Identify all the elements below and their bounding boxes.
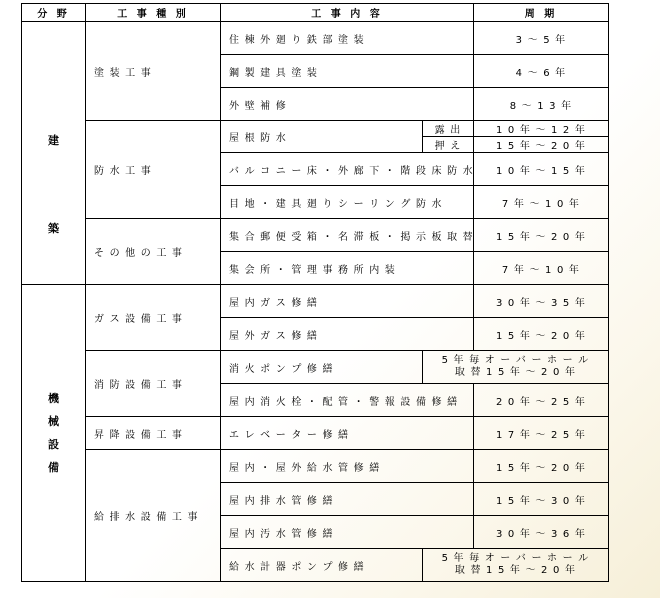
- work-type-plumbing: 給 排 水 設 備 工 事: [86, 450, 221, 582]
- work-content: 屋 内 排 水 管 修 繕: [221, 483, 474, 516]
- work-content: 屋 内 ガ ス 修 繕: [221, 285, 474, 318]
- period: 1 0 年 ～ 1 2 年: [474, 121, 609, 137]
- work-content: エ レ ベ ー タ ー 修 繕: [221, 417, 474, 450]
- work-content: 集 合 郵 便 受 箱 ・ 名 滞 板 ・ 掲 示 板 取 替: [221, 219, 474, 252]
- work-content: 屋 内 汚 水 管 修 繕: [221, 516, 474, 549]
- period: 3 0 年 ～ 3 6 年: [474, 516, 609, 549]
- period: 3 ～ 5 年: [474, 22, 609, 55]
- category-building-char: 建: [48, 134, 59, 147]
- table-row: [22, 121, 609, 137]
- category-building: [22, 22, 86, 285]
- work-type-painting: 塗 装 工 事: [86, 22, 221, 121]
- category-mechanical-char: 械: [48, 414, 59, 428]
- work-content: 目 地 ・ 建 具 廻 り シ ー リ ン グ 防 水: [221, 186, 474, 219]
- table-row: [22, 22, 609, 55]
- header-period: 周 期: [474, 4, 609, 22]
- period: 1 5 年 ～ 2 0 年: [474, 219, 609, 252]
- period: 1 0 年 ～ 1 5 年: [474, 153, 609, 186]
- work-type-elevator: 昇 降 設 備 工 事: [86, 417, 221, 450]
- table-row: [22, 219, 609, 252]
- period-note-line: 取 替 1 5 年 ～ 2 0 年: [454, 565, 577, 576]
- work-content: バ ル コ ニ ー 床 ・ 外 廊 下 ・ 階 段 床 防 水: [221, 153, 474, 186]
- period: 1 5 年 ～ 2 0 年: [474, 318, 609, 351]
- work-content: 消 火 ポ ン プ 修 繕: [221, 351, 423, 384]
- work-type-fire: 消 防 設 備 工 事: [86, 351, 221, 417]
- period: 1 5 年 ～ 2 0 年: [474, 137, 609, 153]
- period-note-line: 5 年 毎 オ ー バ ー ホ ー ル: [441, 553, 590, 564]
- work-type-waterproofing: 防 水 工 事: [86, 121, 221, 219]
- work-content: 住 棟 外 廻 り 鉄 部 塗 装: [221, 22, 474, 55]
- work-type-other: そ の 他 の 工 事: [86, 219, 221, 285]
- work-content: 屋 根 防 水: [221, 121, 423, 153]
- table-row: [22, 417, 609, 450]
- period: 3 0 年 ～ 3 5 年: [474, 285, 609, 318]
- period-note: [423, 549, 609, 582]
- header-row: [22, 4, 609, 22]
- category-mechanical-char: 機: [48, 391, 59, 405]
- table-row: [22, 450, 609, 483]
- period-note-line: 取 替 1 5 年 ～ 2 0 年: [454, 367, 577, 378]
- work-content: 集 会 所 ・ 管 理 事 務 所 内 装: [221, 252, 474, 285]
- work-content: 給 水 計 器 ポ ン プ 修 繕: [221, 549, 423, 582]
- period: 1 5 年 ～ 3 0 年: [474, 483, 609, 516]
- period-note: [423, 351, 609, 384]
- sub-type-pressed: 押 え: [423, 137, 474, 153]
- category-building-char: 築: [48, 222, 59, 235]
- period: 1 7 年 ～ 2 5 年: [474, 417, 609, 450]
- table-row: [22, 285, 609, 318]
- period: 7 年 ～ 1 0 年: [474, 186, 609, 219]
- period: 4 ～ 6 年: [474, 55, 609, 88]
- header-work-content: 工 事 内 容: [221, 4, 474, 22]
- period: 8 ～ 1 3 年: [474, 88, 609, 121]
- maintenance-schedule-table: [21, 3, 609, 582]
- sub-type-exposed: 露 出: [423, 121, 474, 137]
- work-type-gas: ガ ス 設 備 工 事: [86, 285, 221, 351]
- category-mechanical-char: 設: [48, 437, 59, 451]
- work-content: 屋 内 消 火 栓 ・ 配 管 ・ 警 報 設 備 修 繕: [221, 384, 474, 417]
- period: 1 5 年 ～ 2 0 年: [474, 450, 609, 483]
- period-note-line: 5 年 毎 オ ー バ ー ホ ー ル: [441, 355, 590, 366]
- work-content: 鋼 製 建 具 塗 装: [221, 55, 474, 88]
- header-work-type: 工 事 種 別: [86, 4, 221, 22]
- work-content: 屋 外 ガ ス 修 繕: [221, 318, 474, 351]
- work-content: 屋 内 ・ 屋 外 給 水 管 修 繕: [221, 450, 474, 483]
- period: 7 年 ～ 1 0 年: [474, 252, 609, 285]
- header-category: 分 野: [22, 4, 86, 22]
- table-row: [22, 351, 609, 384]
- category-mechanical: [22, 285, 86, 582]
- work-content: 外 壁 補 修: [221, 88, 474, 121]
- period: 2 0 年 ～ 2 5 年: [474, 384, 609, 417]
- category-mechanical-char: 備: [48, 460, 59, 474]
